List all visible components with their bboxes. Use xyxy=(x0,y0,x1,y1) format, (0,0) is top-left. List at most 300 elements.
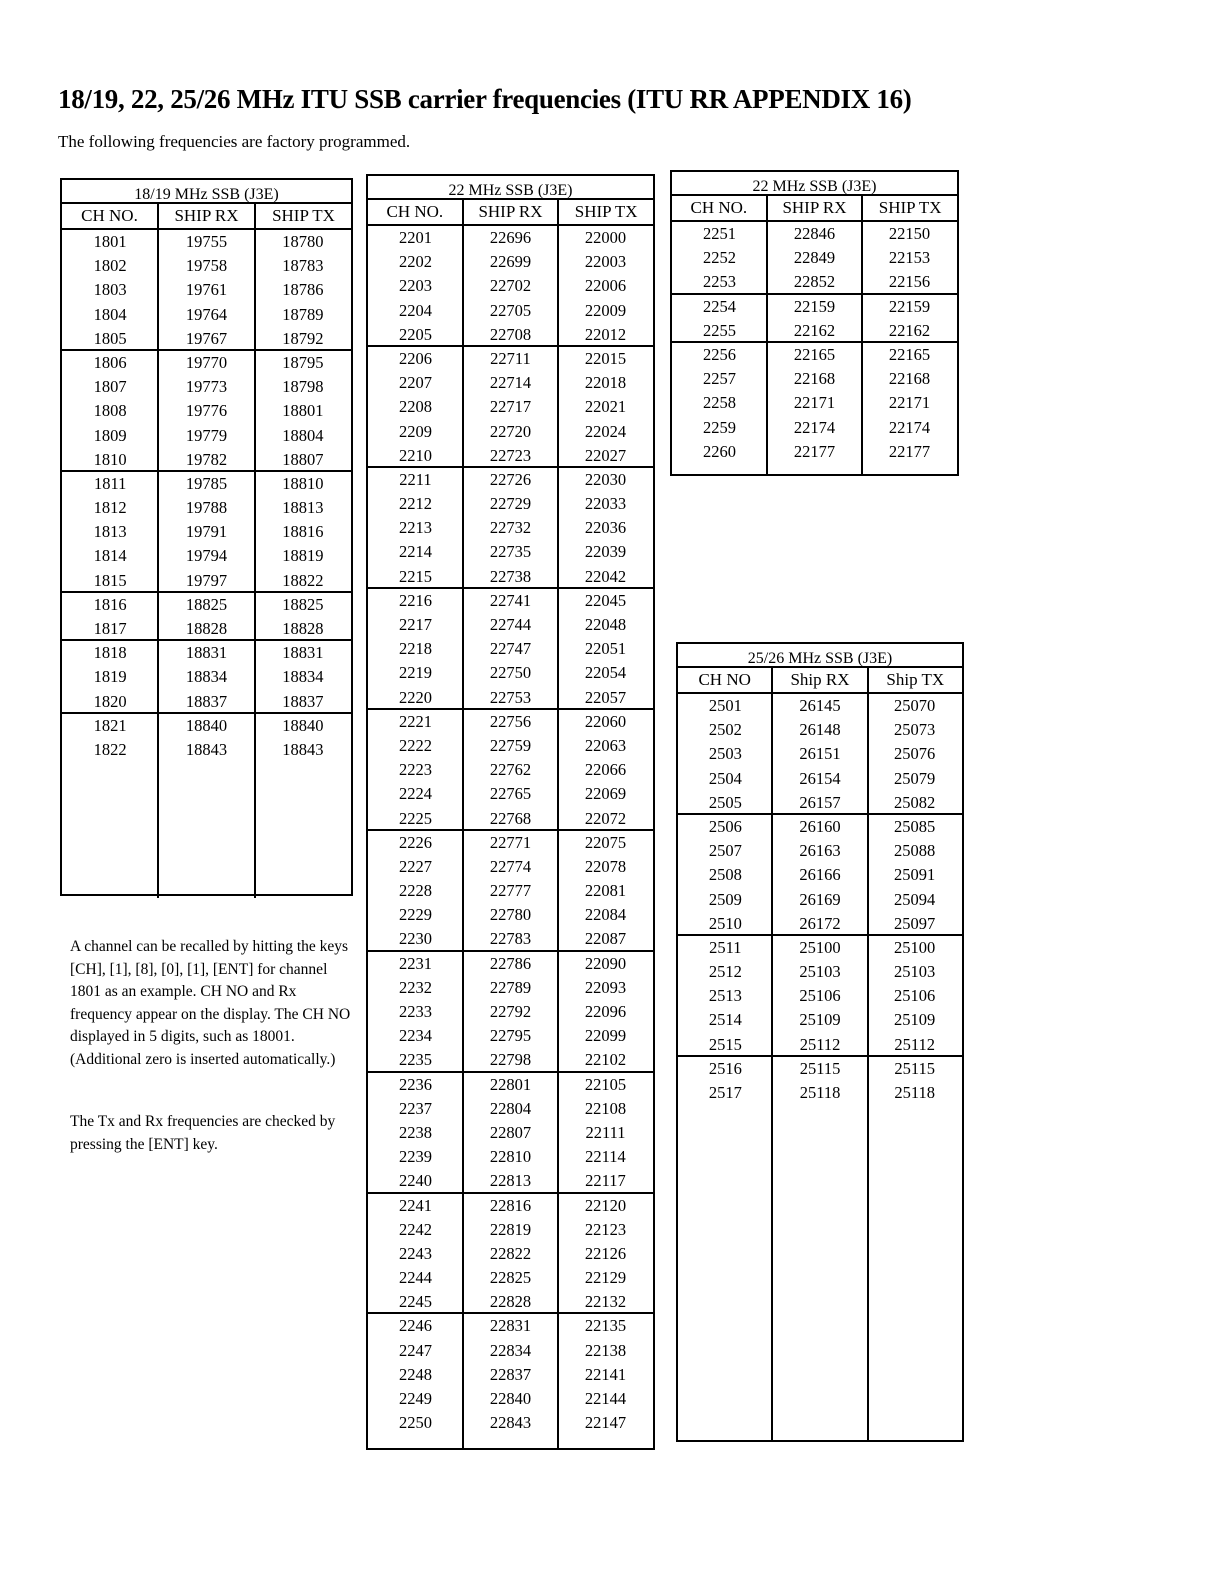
ship-tx-cell: 22108 xyxy=(584,1098,627,1118)
recall-instructions: A channel can be recalled by hitting the keys [CH], [1], [8], [0], [1], [ENT] for channel 1801 as an example. CH NO and Rx frequency appear on the display. The CH NO displayed in 5 digits, such as 18001. (Additional zero is inserted automatically.) xyxy=(70,938,351,1068)
ship-rx-cell: 19758 xyxy=(185,256,228,276)
ship-tx-cell: 18813 xyxy=(282,498,324,518)
ship-tx-cell: 22144 xyxy=(584,1389,627,1408)
ship-tx-cell: 22174 xyxy=(888,417,931,437)
ch-no-cell: 1818 xyxy=(93,643,127,663)
ch-no-cell: 2216 xyxy=(399,590,432,610)
ship-tx-cell: 22123 xyxy=(584,1219,627,1239)
ch-no-cell: 2511 xyxy=(709,937,742,957)
ship-rx-cell: 19785 xyxy=(185,473,228,493)
ship-rx-cell: 22774 xyxy=(489,856,532,876)
table-row xyxy=(368,466,653,492)
table-row xyxy=(672,246,957,270)
ship-tx-cell: 22126 xyxy=(584,1243,627,1263)
table-header xyxy=(678,666,962,694)
table-row xyxy=(368,1024,653,1048)
table-row xyxy=(368,395,653,419)
ship-rx-cell: 19782 xyxy=(185,449,228,469)
ship-rx-cell: 22849 xyxy=(793,248,836,268)
ch-no-cell: 2212 xyxy=(399,494,432,514)
table-row xyxy=(62,665,351,689)
ch-no-cell: 2218 xyxy=(399,639,432,659)
table-row xyxy=(62,591,351,617)
ship-tx-cell: 25109 xyxy=(894,1010,936,1030)
table-row xyxy=(368,250,653,274)
ship-rx-cell: 25103 xyxy=(799,962,841,982)
ch-no-cell: 1810 xyxy=(93,449,127,469)
ship-tx-cell: 25106 xyxy=(894,986,936,1006)
ship-rx-cell: 25112 xyxy=(799,1034,841,1054)
ship-rx-cell: 26169 xyxy=(799,889,841,909)
ship-tx-cell: 22036 xyxy=(584,518,627,538)
ch-no-cell: 2205 xyxy=(399,324,432,344)
ship-rx-cell: 22708 xyxy=(489,324,532,344)
table-row xyxy=(368,1145,653,1169)
table-body xyxy=(678,694,962,1442)
ch-no-cell: 2201 xyxy=(399,228,432,247)
ch-no-cell: 2208 xyxy=(399,397,432,417)
ch-no-cell: 1809 xyxy=(93,425,127,445)
ship-tx-cell: 22015 xyxy=(584,348,627,368)
ch-no-cell: 1806 xyxy=(93,352,127,372)
table-row xyxy=(368,371,653,395)
table-row xyxy=(368,903,653,927)
ship-tx-cell: 25088 xyxy=(894,841,936,861)
table-row xyxy=(368,927,653,951)
table-caption: 22 MHz SSB (J3E) xyxy=(448,182,573,199)
ship-tx-cell: 22171 xyxy=(888,393,931,413)
ship-rx-cell: 26157 xyxy=(799,792,841,812)
table-row xyxy=(678,813,962,839)
ship-rx-cell: 22735 xyxy=(489,542,532,562)
ship-tx-cell: 18783 xyxy=(282,256,324,276)
ch-no-cell: 2256 xyxy=(703,344,736,364)
table-row xyxy=(62,375,351,399)
ship-rx-cell: 22786 xyxy=(489,953,532,973)
ship-rx-cell: 22825 xyxy=(489,1268,532,1288)
table-row xyxy=(368,1192,653,1218)
table-row xyxy=(672,222,957,246)
ship-tx-cell: 22027 xyxy=(584,445,627,465)
table-row xyxy=(62,617,351,641)
ship-tx-cell: 25085 xyxy=(894,816,936,836)
table-row xyxy=(62,349,351,375)
table-row xyxy=(368,807,653,831)
ship-rx-cell: 26145 xyxy=(799,696,841,715)
ch-no-cell: 2228 xyxy=(399,881,432,901)
ch-no-cell: 2248 xyxy=(399,1364,432,1384)
ship-tx-cell: 25097 xyxy=(894,913,936,933)
table-row xyxy=(62,424,351,448)
ch-no-cell: 2209 xyxy=(399,421,432,441)
ship-tx-cell: 22159 xyxy=(888,296,931,316)
ch-no-cell: 2236 xyxy=(399,1074,432,1094)
ship-rx-cell: 22777 xyxy=(489,881,532,901)
ship-rx-cell: 19773 xyxy=(185,377,228,397)
ship-tx-cell: 18819 xyxy=(282,546,324,566)
ship-rx-cell: 22168 xyxy=(793,369,836,389)
ch-no-cell: 2514 xyxy=(708,1010,742,1030)
ship-rx-cell: 22783 xyxy=(489,929,532,949)
table-caption: 25/26 MHz SSB (J3E) xyxy=(747,650,893,667)
ship-rx-cell: 22165 xyxy=(793,344,836,364)
ship-tx-cell: 22012 xyxy=(584,324,627,344)
ch-no-cell: 2220 xyxy=(399,687,432,707)
ship-rx-cell: 19776 xyxy=(185,401,228,421)
ch-no-cell: 2207 xyxy=(399,373,432,393)
table-row xyxy=(368,492,653,516)
table-row xyxy=(672,270,957,294)
ship-rx-cell: 26151 xyxy=(799,744,841,764)
ship-tx-cell: 22000 xyxy=(584,228,627,247)
ship-rx-cell: 25109 xyxy=(799,1010,841,1030)
ship-tx-cell: 22135 xyxy=(584,1316,627,1336)
ship-rx-cell: 18843 xyxy=(185,739,228,759)
ship-tx-cell: 22033 xyxy=(584,494,627,514)
table-caption: 18/19 MHz SSB (J3E) xyxy=(134,186,279,203)
ch-no-cell: 2223 xyxy=(399,760,432,780)
ch-no-cell: 2507 xyxy=(708,841,742,861)
table-row xyxy=(62,569,351,593)
table-row xyxy=(368,1071,653,1097)
ship-rx-cell: 22804 xyxy=(489,1098,532,1118)
table-22-mhz-extra xyxy=(670,170,959,476)
ship-tx-cell: 22039 xyxy=(584,542,627,562)
ship-rx-cell: 22753 xyxy=(489,687,532,707)
table-row xyxy=(62,399,351,423)
ship-tx-cell: 22018 xyxy=(584,373,627,393)
table-row xyxy=(368,1290,653,1314)
ship-tx-cell: 22096 xyxy=(584,1002,627,1021)
ship-rx-cell: 22798 xyxy=(489,1050,532,1070)
ship-tx-cell: 25076 xyxy=(894,744,936,764)
table-row xyxy=(672,367,957,391)
ship-tx-cell: 22093 xyxy=(584,977,627,997)
ship-tx-cell: 18810 xyxy=(282,473,324,493)
table-row xyxy=(62,254,351,278)
ship-tx-cell: 22042 xyxy=(584,566,627,586)
ship-tx-cell: 18789 xyxy=(282,304,324,324)
ch-no-cell: 2243 xyxy=(399,1243,432,1263)
header-ship-tx: SHIP TX xyxy=(557,200,653,224)
ship-rx-cell: 19767 xyxy=(185,328,228,348)
ch-no-cell: 2516 xyxy=(708,1058,742,1078)
ch-no-cell: 2235 xyxy=(399,1050,432,1070)
ch-no-cell: 2234 xyxy=(399,1026,432,1046)
ship-rx-cell: 22843 xyxy=(489,1413,532,1433)
ship-tx-cell: 22165 xyxy=(888,344,931,364)
ship-tx-cell: 18822 xyxy=(282,570,324,590)
table-row xyxy=(368,274,653,298)
ship-tx-cell: 25100 xyxy=(894,937,936,957)
ship-tx-cell: 22168 xyxy=(888,369,931,389)
table-row xyxy=(678,863,962,887)
table-row xyxy=(368,345,653,371)
ship-rx-cell: 22837 xyxy=(489,1364,532,1384)
ship-tx-cell: 22141 xyxy=(584,1364,627,1384)
ship-rx-cell: 22159 xyxy=(793,296,836,316)
ship-rx-cell: 22792 xyxy=(489,1002,532,1021)
ch-no-cell: 2254 xyxy=(703,296,736,316)
ch-no-cell: 2257 xyxy=(703,369,736,389)
table-row xyxy=(368,708,653,734)
ch-no-cell: 2204 xyxy=(399,300,432,320)
table-row xyxy=(368,299,653,323)
table-row xyxy=(678,912,962,936)
ship-rx-cell: 19755 xyxy=(185,232,228,251)
table-row xyxy=(62,496,351,520)
ship-rx-cell: 22789 xyxy=(489,977,532,997)
ship-tx-cell: 18798 xyxy=(282,377,324,397)
ch-no-cell: 2258 xyxy=(703,393,736,413)
ship-rx-cell: 22834 xyxy=(489,1340,532,1360)
table-row xyxy=(672,293,957,319)
ship-tx-cell: 18807 xyxy=(282,449,324,469)
table-row xyxy=(368,516,653,540)
ship-tx-cell: 22099 xyxy=(584,1026,627,1046)
ship-tx-cell: 22102 xyxy=(584,1050,627,1070)
ship-rx-cell: 19764 xyxy=(185,304,228,324)
ch-no-cell: 2225 xyxy=(399,808,432,828)
table-header xyxy=(368,198,653,226)
ch-no-cell: 2232 xyxy=(399,977,432,997)
ship-rx-cell: 22738 xyxy=(489,566,532,586)
table-row xyxy=(368,565,653,589)
ship-rx-cell: 22702 xyxy=(489,276,532,296)
ch-no-cell: 2247 xyxy=(399,1340,432,1360)
table-row xyxy=(368,587,653,613)
table-row xyxy=(678,791,962,815)
table-row xyxy=(672,341,957,367)
table-row xyxy=(368,734,653,758)
ship-tx-cell: 18831 xyxy=(282,643,324,663)
ch-no-cell: 2504 xyxy=(708,768,742,788)
ship-tx-cell: 22060 xyxy=(584,711,627,731)
table-body xyxy=(62,230,351,898)
table-header xyxy=(62,202,351,230)
table-header xyxy=(672,194,957,222)
ch-no-cell: 2214 xyxy=(399,542,432,562)
ship-tx-cell: 18837 xyxy=(282,691,324,711)
table-row xyxy=(62,544,351,568)
table-row xyxy=(368,540,653,564)
table-row xyxy=(368,829,653,855)
ship-tx-cell: 22132 xyxy=(584,1292,627,1312)
ship-tx-cell: 22084 xyxy=(584,905,627,925)
table-row xyxy=(368,1411,653,1435)
ship-rx-cell: 25106 xyxy=(799,986,841,1006)
ship-rx-cell: 22756 xyxy=(489,711,532,731)
ship-rx-cell: 22780 xyxy=(489,905,532,925)
ch-no-cell: 2505 xyxy=(708,792,742,812)
ship-tx-cell: 18780 xyxy=(282,232,324,251)
table-row xyxy=(678,742,962,766)
ch-no-cell: 2510 xyxy=(708,913,742,933)
ship-tx-cell: 22063 xyxy=(584,735,627,755)
ch-no-cell: 1812 xyxy=(93,498,127,518)
ship-tx-cell: 18843 xyxy=(282,739,324,759)
ship-rx-cell: 25118 xyxy=(799,1083,841,1102)
check-instructions: The Tx and Rx frequencies are checked by pressing the [ENT] key. xyxy=(70,1113,336,1153)
table-row xyxy=(678,1055,962,1081)
ship-rx-cell: 22750 xyxy=(489,663,532,683)
table-row xyxy=(368,1048,653,1072)
ship-tx-cell: 22075 xyxy=(584,832,627,852)
ship-rx-cell: 19794 xyxy=(185,546,228,566)
ship-tx-cell: 22003 xyxy=(584,252,627,272)
header-ship-tx: SHIP TX xyxy=(254,204,351,228)
ch-no-cell: 2253 xyxy=(703,272,736,292)
ch-no-cell: 2203 xyxy=(399,276,432,296)
ship-rx-cell: 22810 xyxy=(489,1147,532,1167)
ch-no-cell: 2219 xyxy=(399,663,432,683)
ch-no-cell: 2249 xyxy=(399,1389,432,1408)
table-row xyxy=(62,303,351,327)
table-row xyxy=(62,712,351,738)
ship-rx-cell: 19761 xyxy=(185,280,228,300)
table-row xyxy=(678,960,962,984)
ship-tx-cell: 22120 xyxy=(584,1195,627,1215)
ship-tx-cell: 18801 xyxy=(282,401,324,421)
ship-tx-cell: 22162 xyxy=(888,320,931,340)
ch-no-cell: 2210 xyxy=(399,445,432,465)
ch-no-cell: 1808 xyxy=(93,401,127,421)
ship-rx-cell: 22852 xyxy=(793,272,836,292)
ship-tx-cell: 22054 xyxy=(584,663,627,683)
ship-tx-cell: 25070 xyxy=(894,696,936,715)
ship-rx-cell: 26154 xyxy=(799,768,841,788)
ship-tx-cell: 22111 xyxy=(585,1122,626,1142)
table-row xyxy=(368,1363,653,1387)
ship-tx-cell: 22009 xyxy=(584,300,627,320)
ship-tx-cell: 18834 xyxy=(282,667,324,687)
ch-no-cell: 2260 xyxy=(703,441,736,461)
ship-rx-cell: 22705 xyxy=(489,300,532,320)
ship-rx-cell: 22822 xyxy=(489,1243,532,1263)
ch-no-cell: 1816 xyxy=(93,594,127,614)
ship-tx-cell: 18840 xyxy=(282,715,324,735)
table-row xyxy=(678,1033,962,1057)
ship-tx-cell: 22129 xyxy=(584,1268,627,1288)
ship-rx-cell: 18834 xyxy=(185,667,228,687)
header-ship-rx: SHIP RX xyxy=(462,200,558,224)
ship-tx-cell: 25094 xyxy=(894,889,936,909)
ship-rx-cell: 26172 xyxy=(799,913,841,933)
table-row xyxy=(678,1081,962,1105)
ship-rx-cell: 19779 xyxy=(185,425,228,445)
ship-tx-cell: 22090 xyxy=(584,953,627,973)
ch-no-cell: 2502 xyxy=(708,720,742,740)
table-row xyxy=(368,613,653,637)
ship-tx-cell: 22072 xyxy=(584,808,627,828)
ship-tx-cell: 22105 xyxy=(584,1074,627,1094)
ship-rx-cell: 18831 xyxy=(185,643,228,663)
ship-tx-cell: 18795 xyxy=(282,352,324,372)
ship-rx-cell: 22177 xyxy=(793,441,836,461)
ch-no-cell: 1801 xyxy=(93,232,127,251)
table-row xyxy=(62,230,351,254)
ch-no-cell: 2238 xyxy=(399,1122,432,1142)
table-row xyxy=(368,323,653,347)
ch-no-cell: 1807 xyxy=(93,377,127,397)
table-row xyxy=(62,690,351,714)
table-row xyxy=(368,444,653,468)
ship-tx-cell: 22006 xyxy=(584,276,627,296)
ship-rx-cell: 22771 xyxy=(489,832,532,852)
ship-rx-cell: 18825 xyxy=(185,594,228,614)
table-row xyxy=(368,686,653,710)
table-row xyxy=(678,718,962,742)
ch-no-cell: 2231 xyxy=(399,953,432,973)
ship-tx-cell: 18792 xyxy=(282,328,324,348)
ch-no-cell: 2509 xyxy=(708,889,742,909)
ship-rx-cell: 25100 xyxy=(799,937,841,957)
table-row xyxy=(62,738,351,762)
table-row xyxy=(62,327,351,351)
header-ch-no: CH NO xyxy=(698,670,751,689)
table-row xyxy=(368,782,653,806)
ship-tx-cell: 22114 xyxy=(585,1147,626,1167)
ship-rx-cell: 22846 xyxy=(793,224,836,243)
ch-no-cell: 1819 xyxy=(93,667,127,687)
ch-no-cell: 2512 xyxy=(708,962,742,982)
ship-tx-cell: 22021 xyxy=(584,397,627,417)
ch-no-cell: 1805 xyxy=(93,328,127,348)
ship-tx-cell: 22081 xyxy=(584,881,627,901)
ship-rx-cell: 22171 xyxy=(793,393,836,413)
header-ship-rx: SHIP RX xyxy=(766,196,862,220)
header-ch-no: CH NO. xyxy=(386,202,444,221)
table-row xyxy=(368,1121,653,1145)
table-row xyxy=(62,278,351,302)
page-subtitle: The following frequencies are factory programmed. xyxy=(58,132,411,151)
ship-tx-cell: 22153 xyxy=(888,248,931,268)
ship-rx-cell: 22729 xyxy=(489,494,532,514)
ship-rx-cell: 19791 xyxy=(185,522,228,542)
table-row xyxy=(678,694,962,718)
header-ch-no: CH NO. xyxy=(690,198,748,217)
ship-rx-cell: 18828 xyxy=(185,619,228,638)
table-caption: 22 MHz SSB (J3E) xyxy=(752,178,877,195)
ship-tx-cell: 22147 xyxy=(584,1413,627,1433)
table-row xyxy=(62,470,351,496)
table-row xyxy=(62,448,351,472)
table-row xyxy=(368,1218,653,1242)
ch-no-cell: 1811 xyxy=(93,473,127,493)
ship-rx-cell: 22765 xyxy=(489,784,532,804)
ship-rx-cell: 22699 xyxy=(489,252,532,272)
header-ship-rx: SHIP RX xyxy=(157,204,254,228)
ch-no-cell: 1804 xyxy=(93,304,127,324)
table-row xyxy=(678,767,962,791)
table-row xyxy=(368,1097,653,1121)
table-row xyxy=(368,661,653,685)
ship-tx-cell: 25082 xyxy=(894,792,936,812)
ship-tx-cell: 25112 xyxy=(894,1034,935,1054)
table-row xyxy=(368,420,653,444)
ch-no-cell: 2252 xyxy=(703,248,736,268)
ship-rx-cell: 19788 xyxy=(185,498,228,518)
ship-rx-cell: 22807 xyxy=(489,1122,532,1142)
ch-no-cell: 2222 xyxy=(399,735,432,755)
ship-rx-cell: 22174 xyxy=(793,417,836,437)
ship-rx-cell: 22813 xyxy=(489,1171,532,1191)
ch-no-cell: 2229 xyxy=(399,905,432,925)
ch-no-cell: 2515 xyxy=(708,1034,742,1054)
ship-rx-cell: 26163 xyxy=(799,841,841,861)
table-row xyxy=(368,1169,653,1193)
table-row xyxy=(62,639,351,665)
